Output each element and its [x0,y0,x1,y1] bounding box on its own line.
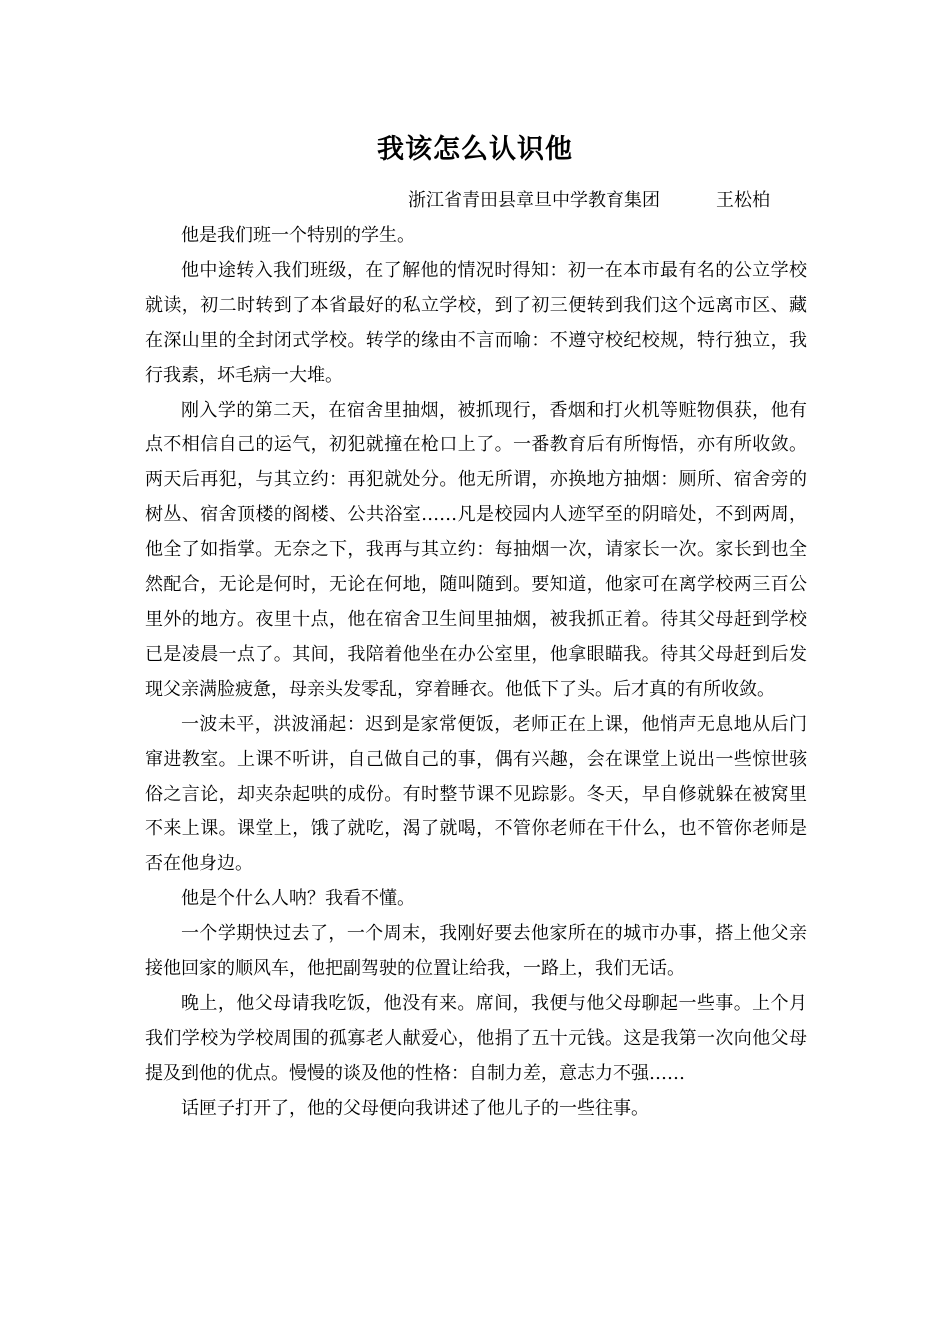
paragraph: 话匣子打开了，他的父母便向我讲述了他儿子的一些往事。 [181,1097,649,1119]
paragraph: 他是我们班一个特别的学生。 [181,225,415,246]
paragraph: 刚入学的第二天，在宿舍里抽烟，被抓现行，香烟和打火机等赃物俱获，他有点不相信自己的运气，初犯就撞在枪口上了。一番教育后有所悔悟，亦有所收敛。两天后再犯，与其立约：再犯就处分。他无所谓，亦换地方抽烟：厕所、宿舍旁的树丛、宿舍顶楼的阁楼、公共浴室……凡是校园内人迹罕至的阴暗处，不到两周，他全了如指掌。无奈之下，我再与其立约：每抽烟一次，请家长一次。家长到也全然配合，无论是何时，无论在何地，随叫随到。要知道，他家可在离学校两三百公里外的地方。夜里十点，他在宿舍卫生间里抽烟，被我抓正着。待其父母赶到学校已是凌晨一点了。其间，我陪着他坐在办公室里，他拿眼瞄我。待其父母赶到后发现父亲满脸疲惫，母亲头发零乱，穿着睡衣。他低下了头。后才真的有所收敛。 [145,399,807,700]
paragraph: 他中途转入我们班级，在了解他的情况时得知：初一在本市最有名的公立学校就读，初二时转到了本省最好的私立学校，到了初三便转到我们这个远离市区、藏在深山里的全封闭式学校。转学的缘由不言而喻：不遵守校纪校规，特行独立，我行我素，坏毛病一大堆。 [145,259,807,386]
paragraph: 一个学期快过去了，一个周末，我刚好要去他家所在的城市办事，搭上他父亲接他回家的顺风车，他把副驾驶的位置让给我，一路上，我们无话。 [145,923,807,980]
paragraph: 晚上，他父母请我吃饭，他没有来。席间，我便与他父母聊起一些事。上个月我们学校为学校周围的孤寡老人献爱心，他捐了五十元钱。这是我第一次向他父母提及到他的优点。慢慢的谈及他的性格：自制力差，意志力不强…… [145,992,807,1084]
paragraph: 他是个什么人呐？我看不懂。 [181,888,415,910]
paragraph: 一波未平，洪波涌起：迟到是家常便饭，老师正在上课，他悄声无息地从后门窜进教室。上课不听讲，自己做自己的事，偶有兴趣，会在课堂上说出一些惊世骇俗之言论，却夹杂起哄的成份。有时整节课不见踪影。冬天，早自修就躲在被窝里不来上课。课堂上，饿了就吃，渴了就喝，不管你老师在干什么，也不管你老师是否在他身边。 [145,713,807,875]
author-affiliation: 浙江省青田县章旦中学教育集团 [408,190,660,211]
author-name: 王松柏 [716,190,770,211]
document-title: 我该怎么认识他 [377,134,573,165]
article-body [145,219,807,1127]
byline [408,186,770,216]
